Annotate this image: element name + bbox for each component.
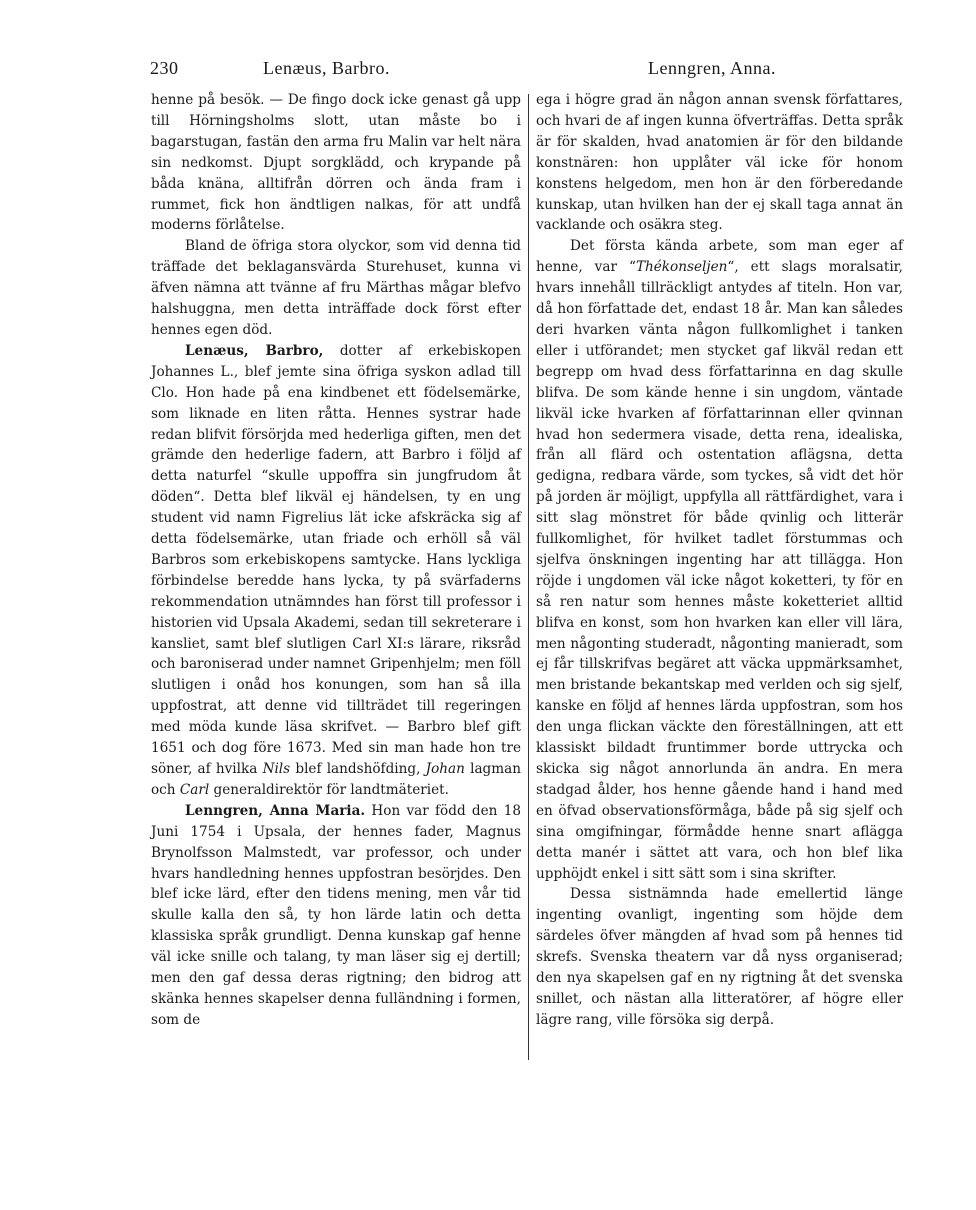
left-running-title: Lenæus, Barbro. (263, 58, 390, 78)
entry-text: Hon var född den 18 Juni 1754 i Upsala, der hennes fader, Magnus Brynolfsson Malmstedt, var professor, och under hvars handledning hennes uppfostran besörjdes. Den blef icke lärd, efter den tidens mening, men vår tid skulle kalla den så, ty hon lärde latin och detta klassiska språk grundligt. Denna kunskap gaf henne väl icke snille och talang, ty man läser sig ej dertill; men den gaf dessa deras rigtning; den bidrog att skänka hennes skapelser denna fulländning i formen, som de (151, 802, 521, 1028)
paragraph-first-work (536, 236, 903, 884)
entry-text: blef landshöfding, (290, 761, 426, 777)
left-column (151, 90, 521, 1031)
paragraph-language-continuation: ega i högre grad än någon annan svensk författares, och hvari de af ingen kunna öfverträffas. Detta språk är för skalden, hvad anatomien är för den bildande konstnären: hon upplåter väl icke för honom konstens helgedom, men hon är den förberedande kunskap, utan hvilken han der ej skall taga annat än vacklande och osäkra steg. (536, 92, 903, 234)
name-nils: Nils (262, 761, 291, 777)
entry-text: generaldirektör för landtmäteriet. (209, 781, 449, 798)
running-header (0, 58, 976, 86)
entry-text: lagman och (151, 761, 521, 798)
right-running-title: Lenngren, Anna. (648, 58, 776, 78)
entry-text: dotter af erkebiskopen Johannes L., blef jemte sina öfriga syskon adlad till Clo. Hon hade på ena kindbenet ett födelsemärke, som liknade en liten råtta. Hennes systrar hade redan blifvit försörjda med hederliga giften, men det grämde den hederlige fadern, att Barbro i följd af detta naturfel “skulle uppoffra sin jungfrudom åt döden“. Detta blef likväl ej händelsen, ty en ung student vid namn Figrelius lät icke afskräcka sig af detta födelsemärke, utan friade och erhöll så väl Barbros som erkebiskopens samtycke. Hans lyckliga förbindelse beredde hans lycka, ty på svärfaderns rekommendation utnämndes han först till professor i historien vid Upsala Akademi, sedan till sekreterare i kansliet, samt blef slutligen Carl XI:s lärare, riksråd och baroniserad under namnet Gripenhjelm; men föll slutligen i onåd hos konungen, som han så illa uppfostrat, att denne vid tillträdet till regeringen med möda kunde läsa skrifvet. — Barbro blef gift 1651 och dog före 1673. Med sin man hade hon tre söner, af hvilka (151, 342, 521, 777)
entry-text: “, ett slags moralsatir, hvars innehåll tillräckligt antydes af titeln. Hon var, då hon författade det, endast 18 år. Man kan således deri hvarken vänta någon fullkomlighet i tanken eller i utförandet; men stycket gaf likväl redan ett begrepp om hvad dess författarinna en dag skulle blifva. De som kände henne i sin ungdom, väntade likväl icke hvarken af författarinnan eller qvinnan hvad hon sedermera visade, detta rena, idealiska, från all flärd och ostentation aflägsna, detta gedigna, redbara värde, som tyckes, så vidt det hör på jorden är möjligt, uppfylla all rättfärdighet, vara i sitt slag mönstret för både qvinlig och litterär fullkomlighet, för hvilket tadlet förstummas och sjelfva önskningen ingenting har att tillägga. Hon röjde i ungdomen väl icke något koketteri, ty för en så ren natur som hennes måste koketteriet alltid blifva en konst, som hon hvarken kan eller vill lära, men någonting studeradt, någonting manieradt, som ej får tillskrifvas begäret att väcka uppmärksamhet, men bristande bekantskap med verlden och sig sjelf, kanske en följd af hennes lärda uppfostran, som hos den unga flickan väckte den föreställningen, att ett klassiskt bildadt fruntimmer borde uttrycka och skicka sig något annorlunda än andra. En mera stadgad ålder, hos henne gående hand i hand med en öfvad observationsförmåga, både på sig sjelf och sina omgifningar, förmådde henne snart aflägga detta manér i sättet att vara, och hon blef lika upphöjdt enkel i sitt sätt som i sina skrifter. (536, 259, 903, 882)
entry-lenaeus-barbro (151, 341, 521, 801)
paragraph-theatre: Dessa sistnämnda hade emellertid länge ingenting ovanligt, ingenting som höjde dem särdeles öfver mängden af hvad som på hennes tid skrefs. Svenska theatern var då nyss organiserad; den nya skapelsen gaf en ny rigtning åt det svenska snillet, och nästan alla litteratörer, af högre eller lägre rang, ville försöka sig derpå. (536, 886, 903, 1028)
entry-headword: Lenngren, Anna Maria. (185, 802, 366, 819)
right-column (536, 90, 903, 1031)
paragraph-sture-continuation: henne på besök. — De fingo dock icke genast gå upp till Hörningsholms slott, utan måste bo i bagarstugan, fastän den arma fru Malin var helt nära sin nedkomst. Djupt sorgklädd, och krypande på båda knäna, alltifrån dörren och ända fram i rummet, fick hon ändtligen nalkas, för att undfå moderns förlåtelse. (151, 92, 521, 234)
entry-headword: Lenæus, Barbro, (185, 342, 324, 359)
name-johan: Johan (425, 761, 465, 777)
paragraph-sture-misfortunes: Bland de öfriga stora olyckor, som vid denna tid träffade det beklagansvärda Sturehuset, kunna vi äfven nämna att tvänne af fru Märthas mågar blefvo halshuggna, men detta inträffade dock först efter hennes egen död. (151, 238, 521, 338)
page-number: 230 (150, 58, 179, 78)
work-title: Thékonseljen (635, 259, 728, 276)
name-carl: Carl (179, 781, 210, 798)
entry-text: Det första kända arbete, som man eger af henne, var “ (536, 238, 903, 276)
column-divider (528, 94, 529, 1060)
entry-lenngren-anna-maria (151, 801, 521, 1031)
